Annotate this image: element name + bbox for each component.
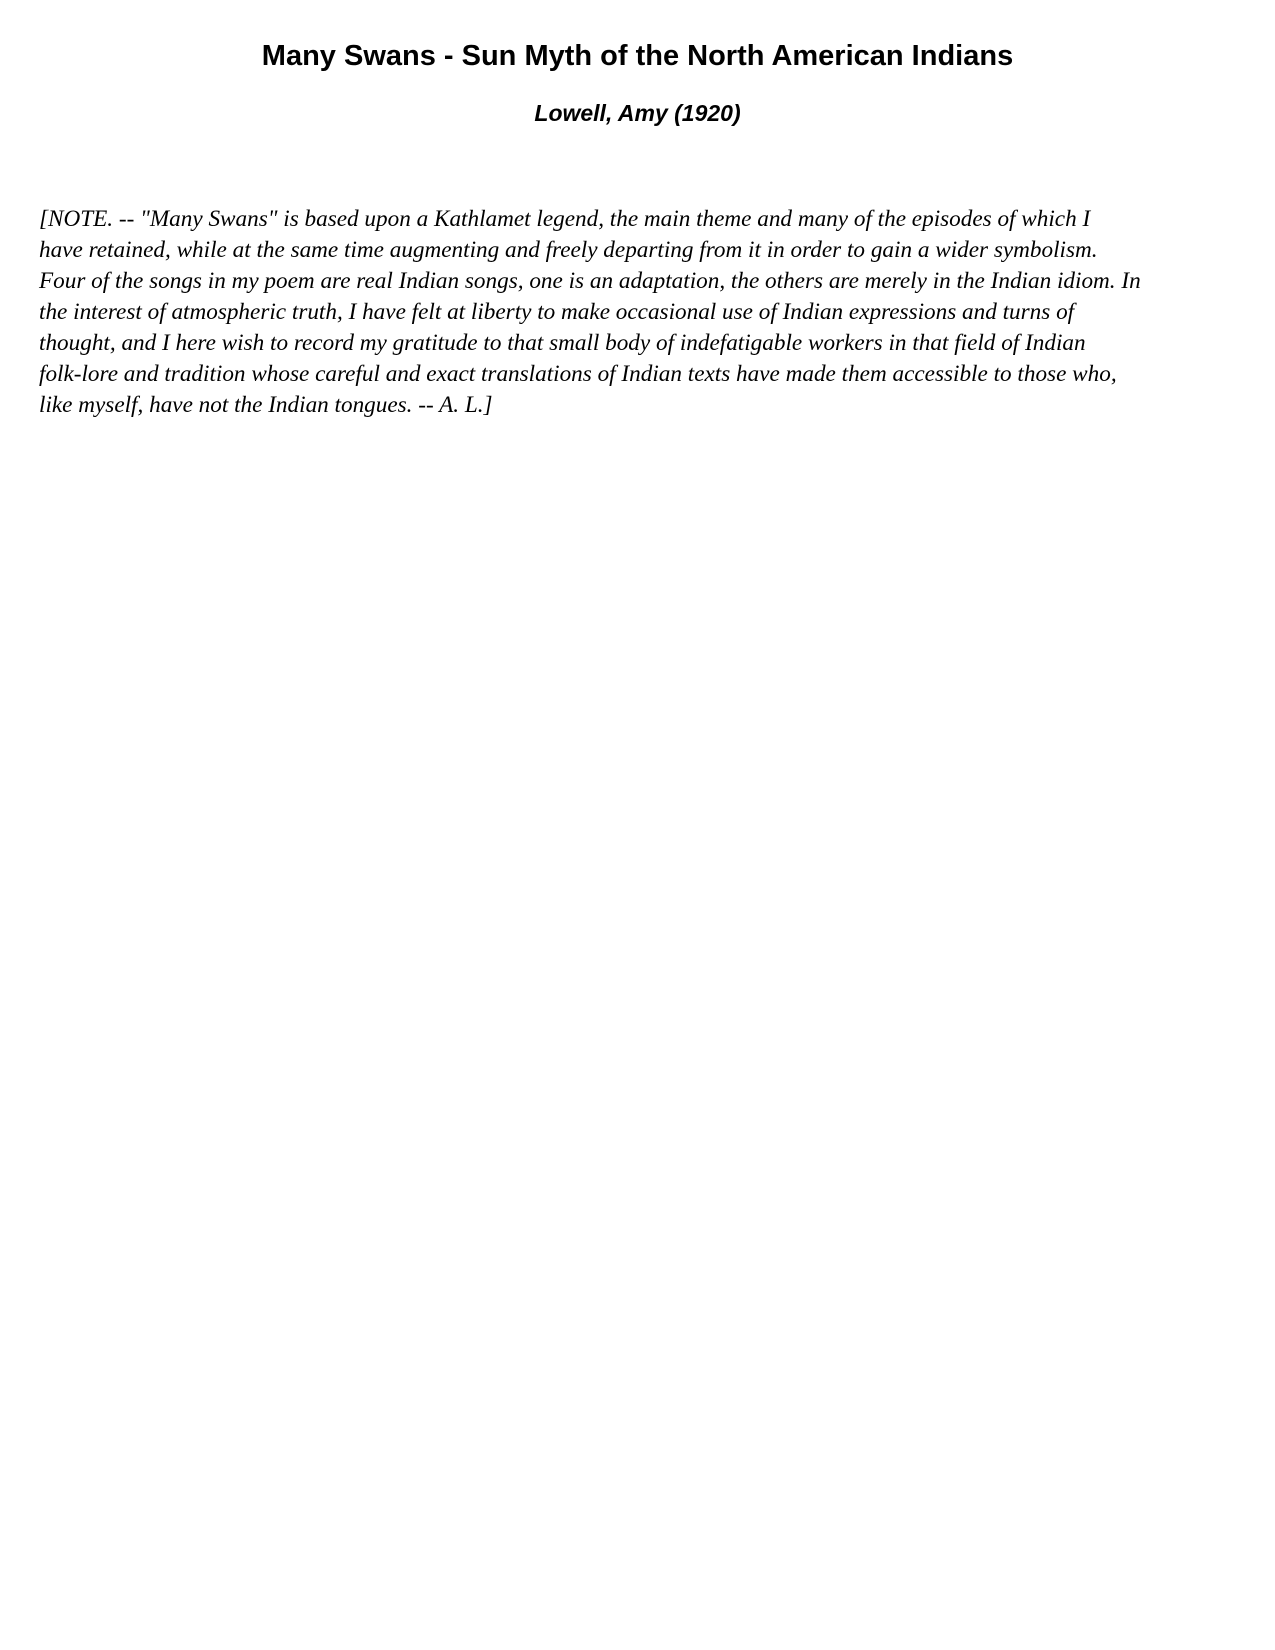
note-line: the interest of atmospheric truth, I have felt at liberty to make occasional use of Indian expressions and turns of — [39, 299, 1075, 325]
note-line: have retained, while at the same time augmenting and freely departing from it in order to gain a wider symbolism. — [39, 237, 1098, 263]
note-line: folk-lore and tradition whose careful and exact translations of Indian texts have made them accessible to those who, — [39, 361, 1117, 387]
note-line: [NOTE. -- "Many Swans" is based upon a Kathlamet legend, the main theme and many of the episodes of which I — [39, 206, 1091, 232]
author-note — [39, 204, 1239, 421]
note-line: Four of the songs in my poem are real Indian songs, one is an adaptation, the others are merely in the Indian idiom. In — [39, 268, 1141, 294]
author-byline: Lowell, Amy (1920) — [534, 100, 741, 126]
note-line: like myself, have not the Indian tongues. -- A. L.] — [39, 392, 493, 418]
note-line: thought, and I here wish to record my gratitude to that small body of indefatigable workers in that field of Indian — [39, 330, 1086, 356]
document-title: Many Swans - Sun Myth of the North American Indians — [261, 40, 1014, 72]
